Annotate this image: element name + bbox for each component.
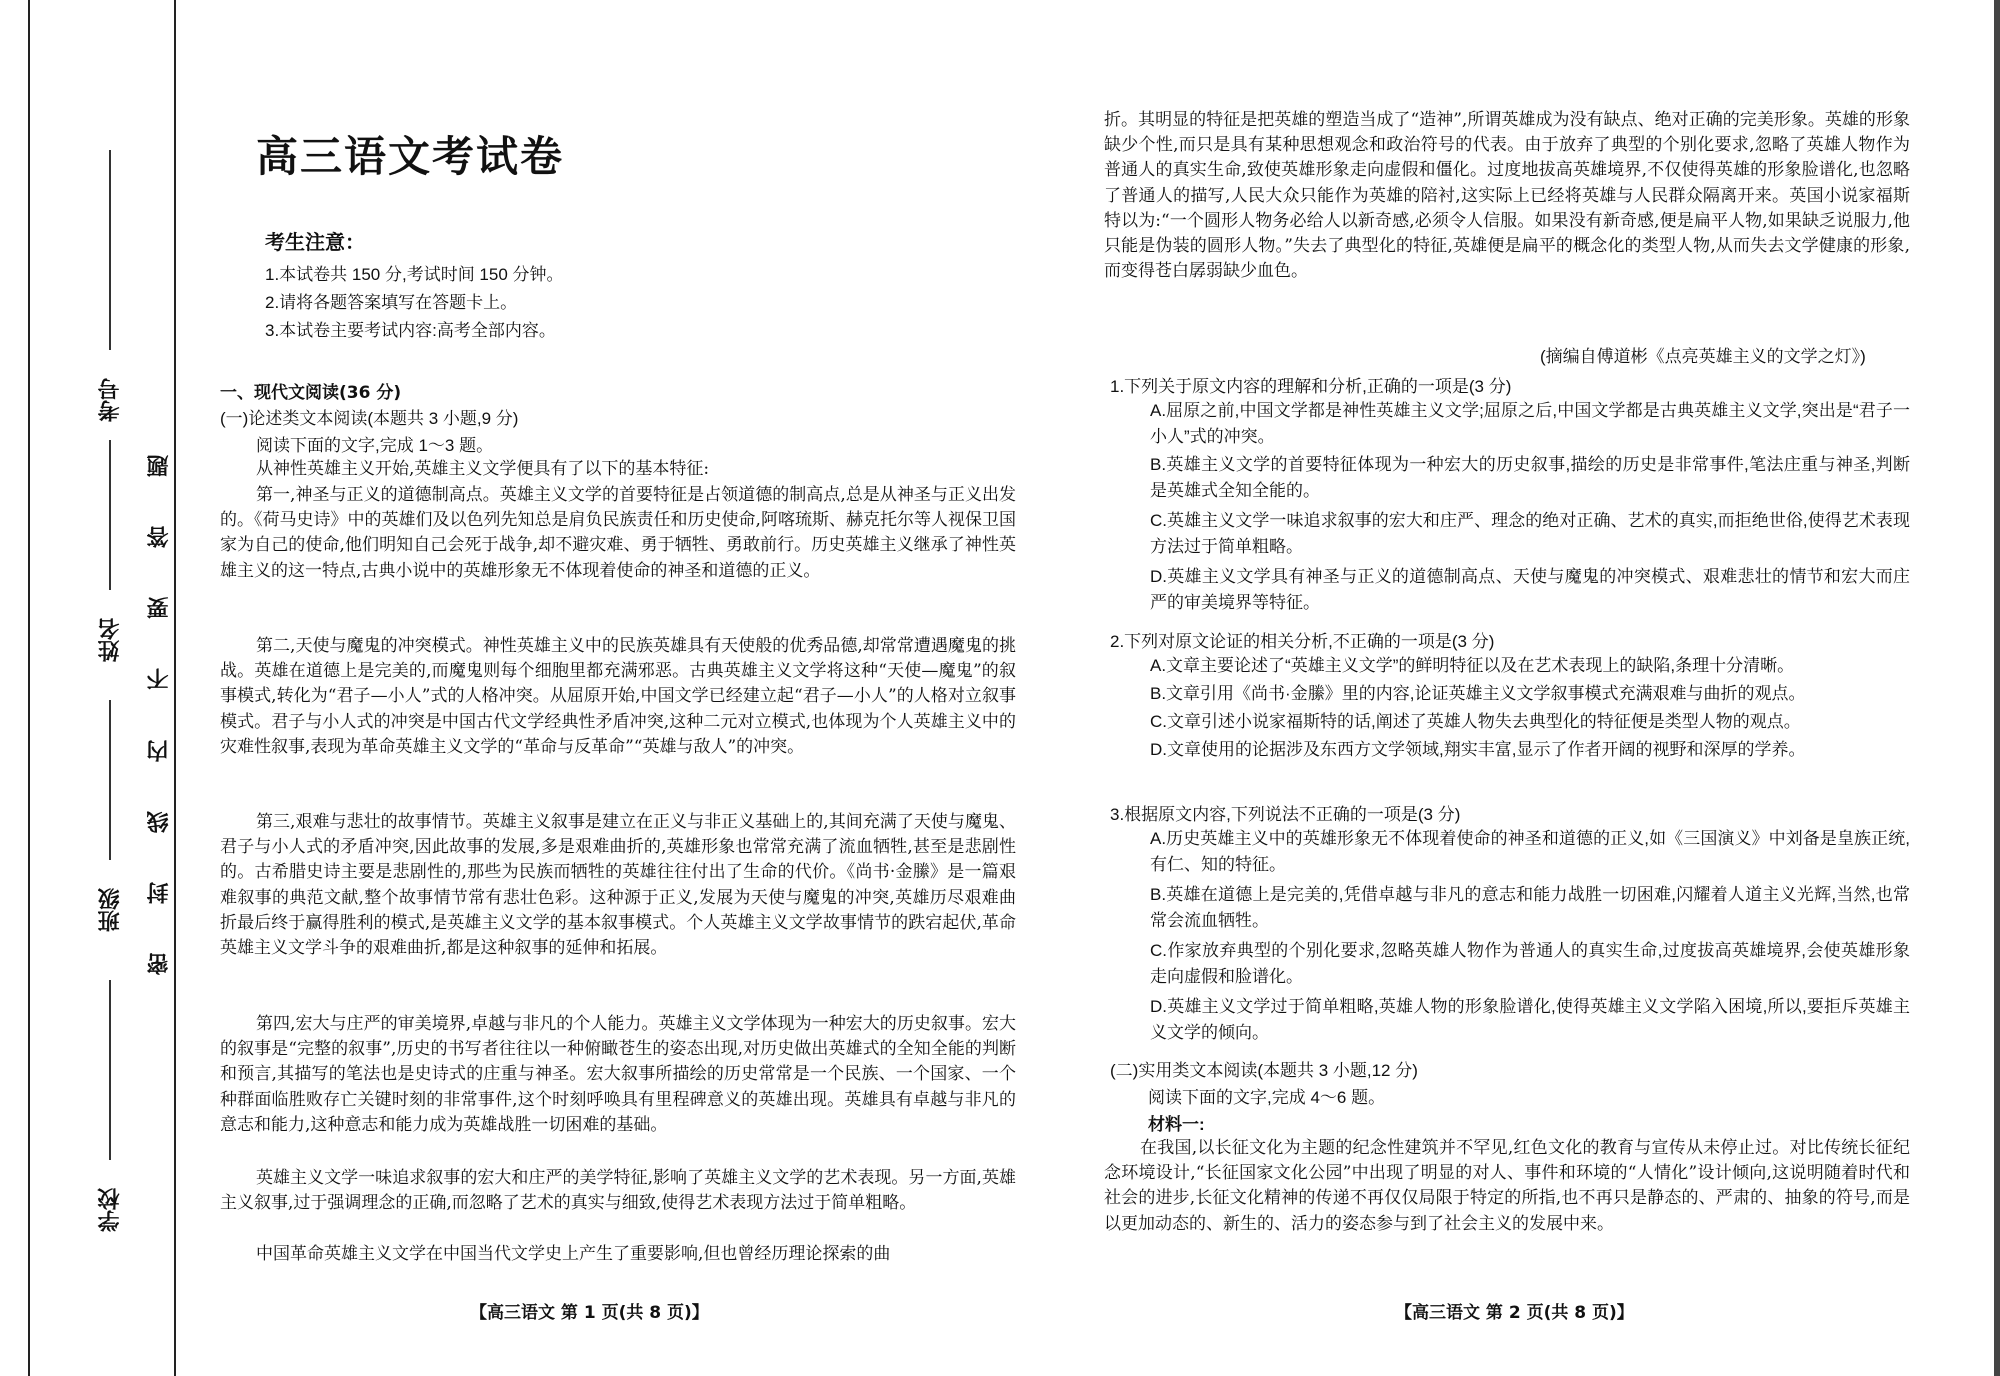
question-option: B.文章引用《尚书·金縢》里的内容,论证英雄主义文学叙事模式充满艰难与曲折的观点。 bbox=[1150, 684, 1806, 703]
question-option: A.文章主要论述了“英雄主义文学”的鲜明特征以及在艺术表现上的缺陷,条理十分清晰。 bbox=[1150, 656, 1795, 675]
question-option: A.屈原之前,中国文学都是神性英雄主义文学;屈原之后,中国文学都是古典英雄主义文学,突出是“君子一小人”式的冲突。 bbox=[1150, 401, 1910, 446]
material-label: 材料一: bbox=[1148, 1115, 1205, 1134]
question-option: D.文章使用的论据涉及东西方文学领域,翔实丰富,显示了作者开阔的视野和深厚的学养。 bbox=[1150, 740, 1806, 759]
sub-section-heading: (一)论述类文本阅读(本题共 3 小题,9 分) bbox=[220, 409, 519, 428]
notice-item: 2.请将各题答案填写在答题卡上。 bbox=[265, 293, 518, 312]
question-stem: 1.下列关于原文内容的理解和分析,正确的一项是(3 分) bbox=[1110, 377, 1512, 396]
passage-paragraph: 第三,艰难与悲壮的故事情节。英雄主义叙事是建立在正义与非正义基础上的,其间充满了天使与魔鬼、君子与小人式的矛盾冲突,因此故事的发展,多是艰难曲折的,英雄形象也常常充满了流血牺牲,甚至是悲剧性的。古希腊史诗主要是悲剧性的,那些为民族而牺牲的英雄往往付出了生命的代价。《尚书·金縢》是一篇艰难叙事的典范文献,整个故事情节常有悲壮色彩。这种源于正义,发展为天使与魔鬼的冲突,英雄历尽艰难曲折最后终于赢得胜利的模式,是英雄主义文学的基本叙事模式。个人英雄主义文学故事情节的跌宕起伏,革命英雄主义文学斗争的艰难曲折,都是这种叙事的延伸和拓展。 bbox=[220, 812, 1016, 959]
exam-title: 高三语文考试卷 bbox=[256, 132, 565, 181]
field-line[interactable] bbox=[109, 440, 111, 590]
notice-item: 1.本试卷共 150 分,考试时间 150 分钟。 bbox=[265, 265, 564, 284]
page-footer-right: 【高三语文 第 2 页(共 8 页)】 bbox=[1395, 1303, 1634, 1323]
notice-item: 3.本试卷主要考试内容:高考全部内容。 bbox=[265, 321, 556, 340]
passage-paragraph: 第四,宏大与庄严的审美境界,卓越与非凡的个人能力。英雄主义文学体现为一种宏大的历史叙事。宏大的叙事是“完整的叙事”,历史的书写者往往以一种俯瞰苍生的姿态出现,对历史做出英雄式的全知全能的判断和预言,其描写的笔法也是史诗式的庄重与神圣。宏大叙事所描绘的历史常常是一个民族、一个国家、一个种群面临胜败存亡关键时刻的非常事件,这个时刻呼唤具有里程碑意义的英雄出现。英雄具有卓越与非凡的意志和能力,这种意志和能力成为英雄战胜一切困难的基础。 bbox=[220, 1014, 1016, 1135]
question-option: B.英雄在道德上是完美的,凭借卓越与非凡的意志和能力战胜一切困难,闪耀着人道主义光辉,当然,也常常会流血牺牲。 bbox=[1150, 885, 1910, 930]
binding-margin bbox=[0, 0, 178, 1376]
question-stem: 3.根据原文内容,下列说法不正确的一项是(3 分) bbox=[1110, 805, 1461, 824]
seal-char: 不 bbox=[146, 668, 172, 691]
scan-edge bbox=[1994, 0, 2000, 1376]
field-line[interactable] bbox=[109, 700, 111, 860]
question-option: B.英雄主义文学的首要特征体现为一种宏大的历史叙事,描绘的历史是非常事件,笔法庄重与神圣,判断是英雄式全知全能的。 bbox=[1150, 455, 1910, 500]
field-line[interactable] bbox=[109, 980, 111, 1160]
question-option: A.历史英雄主义中的英雄形象无不体现着使命的神圣和道德的正义,如《三国演义》中刘备是皇族正统,有仁、知的特征。 bbox=[1150, 829, 1910, 874]
field-exam-number bbox=[95, 150, 135, 440]
field-line[interactable] bbox=[109, 150, 111, 350]
field-label: 考号 bbox=[98, 378, 123, 422]
field-name bbox=[95, 440, 135, 690]
source-citation: (摘编自傅道彬《点亮英雄主义的文学之灯》) bbox=[1540, 347, 1866, 366]
seal-char: 内 bbox=[146, 739, 172, 762]
reading-instruction: 阅读下面的文字,完成 4～6 题。 bbox=[1148, 1088, 1386, 1107]
seal-line-notice bbox=[142, 455, 176, 975]
question-option: D.英雄主义文学过于简单粗略,英雄人物的形象脸谱化,使得英雄主义文学陷入困境,所以,要拒斥英雄主义文学的倾向。 bbox=[1150, 997, 1910, 1042]
seal-char: 密 bbox=[146, 952, 172, 975]
field-label: 姓名 bbox=[98, 618, 123, 662]
passage-paragraph: 中国革命英雄主义文学在中国当代文学史上产生了重要影响,但也曾经历理论探索的曲 bbox=[256, 1244, 891, 1264]
passage-paragraph: 第二,天使与魔鬼的冲突模式。神性英雄主义中的民族英雄具有天使般的优秀品德,却常常遭遇魔鬼的挑战。英雄在道德上是完美的,而魔鬼则每个细胞里都充满邪恶。古典英雄主义文学将这种“天使—魔鬼”的叙事模式,转化为“君子—小人”式的人格冲突。从屈原开始,中国文学已经建立起“君子—小人”的人格对立叙事模式。君子与小人式的冲突是中国古代文学经典性矛盾冲突,这种二元对立模式,也体现为个人英雄主义中的灾难性叙事,表现为革命英雄主义文学的“革命与反革命”“英雄与敌人”的冲突。 bbox=[220, 636, 1016, 757]
passage-paragraph: 第一,神圣与正义的道德制高点。英雄主义文学的首要特征是占领道德的制高点,总是从神圣与正义出发的。《荷马史诗》中的英雄们及以色列先知总是肩负民族责任和历史使命,阿喀琉斯、赫克托尔等人视保卫国家为自己的使命,他们明知自己会死于战争,却不避灾难、勇于牺牲、勇敢前行。历史英雄主义继承了神性英雄主义的这一特点,古典小说中的英雄形象无不体现着使命的神圣和道德的正义。 bbox=[220, 485, 1016, 581]
passage-continuation: 折。其明显的特征是把英雄的塑造当成了“造神”,所谓英雄成为没有缺点、绝对正确的完美形象。英雄的形象缺少个性,而只是具有某种思想观念和政治符号的代表。由于放弃了典型的个别化要求,忽略了英雄人物作为普通人的真实生命,致使英雄形象走向虚假和僵化。过度地拔高英雄境界,不仅使得英雄的形象脸谱化,也忽略了普通人的描写,人民大众只能作为英雄的陪衬,这实际上已经将英雄与人民群众隔离开来。英国小说家福斯特以为:“一个圆形人物务必给人以新奇感,必须令人信服。如果没有新奇感,便是扁平人物,如果缺乏说服力,他只能是伪装的圆形人物。”失去了典型化的特征,英雄便是扁平的概念化的类型人物,从而失去文学健康的形象,而变得苍白孱弱缺少血色。 bbox=[1104, 110, 1910, 282]
seal-char: 题 bbox=[146, 455, 172, 477]
seal-char: 答 bbox=[146, 526, 172, 549]
material-paragraph: 在我国,以长征文化为主题的纪念性建筑并不罕见,红色文化的教育与宣传从未停止过。对比传统长征纪念环境设计,“长征国家文化公园”中出现了明显的对人、事件和环境的“人情化”设计倾向,这说明随着时代和社会的进步,长征文化精神的传递不再仅仅局限于特定的所指,也不再只是静态的、严肃的、抽象的符号,而是以更加动态的、新生的、活力的姿态参与到了社会主义的发展中来。 bbox=[1104, 1138, 1910, 1234]
reading-instruction: 阅读下面的文字,完成 1～3 题。 bbox=[256, 436, 494, 455]
question-option: C.作家放弃典型的个别化要求,忽略英雄人物作为普通人的真实生命,过度拔高英雄境界,会使英雄形象走向虚假和脸谱化。 bbox=[1150, 941, 1910, 986]
question-option: C.英雄主义文学一味追求叙事的宏大和庄严、理念的绝对正确、艺术的真实,而拒绝世俗,使得艺术表现方法过于简单粗略。 bbox=[1150, 511, 1910, 556]
field-school bbox=[95, 980, 135, 1250]
field-label: 班级 bbox=[98, 888, 123, 932]
question-stem: 2.下列对原文论证的相关分析,不正确的一项是(3 分) bbox=[1110, 632, 1495, 651]
notice-heading: 考生注意： bbox=[265, 230, 365, 254]
passage-paragraph: 英雄主义文学一味追求叙事的宏大和庄严的美学特征,影响了英雄主义文学的艺术表现。另一方面,英雄主义叙事,过于强调理念的正确,而忽略了艺术的真实与细致,使得艺术表现方法过于简单粗略。 bbox=[220, 1168, 1016, 1214]
field-label: 学校 bbox=[98, 1188, 123, 1232]
passage-paragraph: 从神性英雄主义开始,英雄主义文学便具有了以下的基本特征: bbox=[256, 459, 710, 479]
question-option: D.英雄主义文学具有神圣与正义的道德制高点、天使与魔鬼的冲突模式、艰难悲壮的情节和宏大而庄严的审美境界等特征。 bbox=[1150, 567, 1910, 612]
seal-char: 要 bbox=[146, 597, 172, 620]
section1-heading: 一、现代文阅读(36 分) bbox=[220, 383, 402, 403]
question-option: C.文章引述小说家福斯特的话,阐述了英雄人物失去典型化的特征便是类型人物的观点。 bbox=[1150, 712, 1801, 731]
sub-section-heading: (二)实用类文本阅读(本题共 3 小题,12 分) bbox=[1110, 1061, 1418, 1080]
field-class bbox=[95, 700, 135, 960]
page-footer-left: 【高三语文 第 1 页(共 8 页)】 bbox=[470, 1303, 709, 1323]
seal-char: 线 bbox=[146, 810, 172, 833]
seal-char: 封 bbox=[146, 881, 172, 904]
binding-border-outer bbox=[28, 0, 30, 1376]
